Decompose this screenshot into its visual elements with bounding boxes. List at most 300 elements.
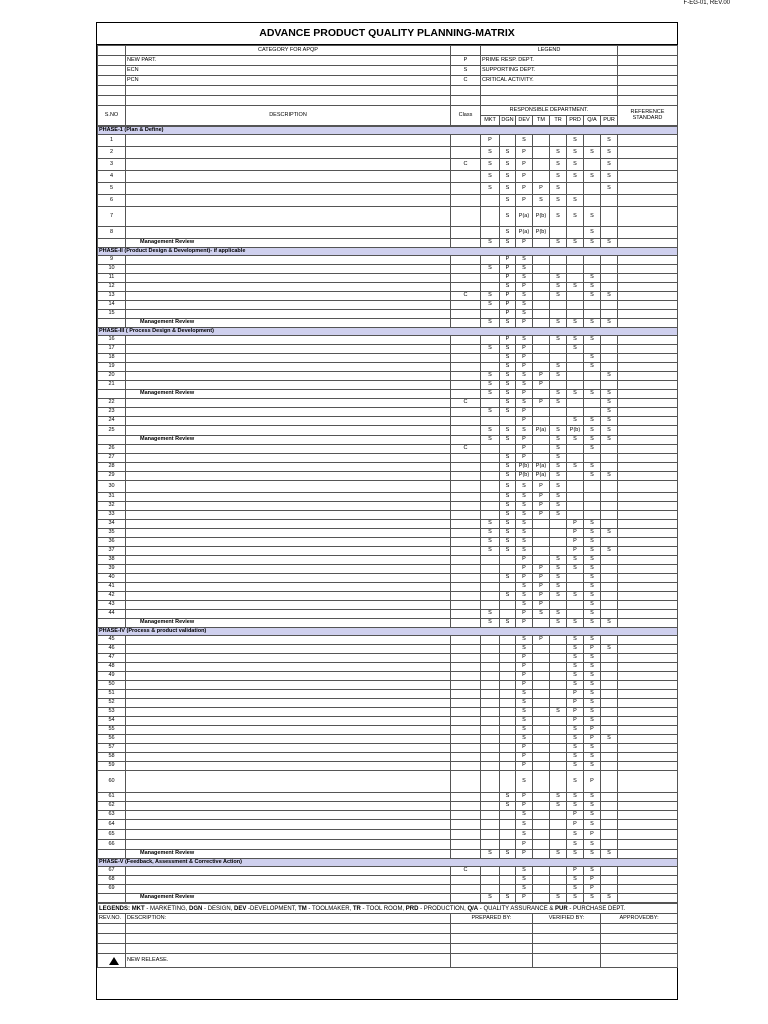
dept-cell-pur	[601, 574, 618, 583]
table-row	[98, 283, 678, 292]
dept-cell-pur	[601, 610, 618, 619]
dept-cell-pur: S	[601, 894, 618, 903]
dept-cell-tr: S	[550, 207, 567, 227]
dept-cell-dev: P	[516, 436, 533, 445]
class-cell	[451, 592, 481, 601]
reference-cell	[618, 636, 678, 645]
dept-cell-dev: S	[516, 274, 533, 283]
dept-cell-dev: S	[516, 547, 533, 556]
class-cell	[451, 876, 481, 885]
dept-cell-dev: P	[516, 445, 533, 454]
reference-cell	[618, 256, 678, 265]
dept-cell-dev: S	[516, 583, 533, 592]
dept-cell-dev: S	[516, 256, 533, 265]
dept-cell-tr	[550, 654, 567, 663]
dept-cell-tm	[533, 735, 550, 744]
dept-cell-tr	[550, 601, 567, 610]
dept-cell-tm: P	[533, 592, 550, 601]
dept-cell-mkt	[481, 310, 500, 319]
table-row	[98, 820, 678, 830]
dept-cell-tr: S	[550, 436, 567, 445]
class-cell: C	[451, 292, 481, 301]
sno-cell: 52	[98, 699, 126, 708]
class-cell	[451, 762, 481, 771]
dept-cell-dev: S	[516, 135, 533, 147]
reference-cell	[618, 463, 678, 472]
dept-cell-pur: S	[601, 619, 618, 628]
dept-cell-tr: S	[550, 454, 567, 463]
dept-cell-pur	[601, 601, 618, 610]
dept-cell-dev: P	[516, 802, 533, 811]
reference-cell	[618, 735, 678, 744]
sno-cell	[98, 390, 126, 399]
description-cell	[126, 520, 451, 529]
reference-cell	[618, 493, 678, 502]
dept-cell-tr	[550, 717, 567, 726]
class-cell	[451, 690, 481, 699]
dept-cell-mkt	[481, 556, 500, 565]
dept-cell-prd	[567, 292, 584, 301]
dept-header: PRD	[567, 116, 584, 126]
dept-cell-prd	[567, 511, 584, 520]
dept-cell-tm: P	[533, 511, 550, 520]
sno-cell: 7	[98, 207, 126, 227]
class-cell	[451, 283, 481, 292]
dept-cell-dev: P	[516, 183, 533, 195]
class-cell	[451, 802, 481, 811]
dept-cell-tr	[550, 867, 567, 876]
dept-cell-qa: S	[584, 556, 601, 565]
dept-cell-dev: P	[516, 840, 533, 850]
dept-cell-tr	[550, 690, 567, 699]
dept-cell-qa: S	[584, 592, 601, 601]
dept-cell-pur	[601, 771, 618, 793]
dept-cell-pur	[601, 354, 618, 363]
dept-cell-mkt: S	[481, 319, 500, 328]
reference-cell	[618, 762, 678, 771]
dept-cell-prd	[567, 583, 584, 592]
dept-header: TR	[550, 116, 567, 126]
dept-cell-qa: S	[584, 753, 601, 762]
dept-cell-tr: S	[550, 793, 567, 802]
sno-cell: 42	[98, 592, 126, 601]
sno-cell	[98, 619, 126, 628]
dept-cell-pur: S	[601, 147, 618, 159]
sno-cell: 13	[98, 292, 126, 301]
table-row	[98, 726, 678, 735]
dept-cell-dev: S	[516, 301, 533, 310]
sno-cell: 16	[98, 336, 126, 345]
dept-cell-tr: S	[550, 894, 567, 903]
dept-cell-dgn: S	[500, 454, 516, 463]
description-cell	[126, 135, 451, 147]
table-row	[98, 135, 678, 147]
table-row	[98, 417, 678, 426]
description-cell: Management Review	[126, 850, 451, 859]
class-cell: C	[451, 399, 481, 408]
legend-text: SUPPORTING DEPT.	[481, 66, 618, 76]
dept-cell-pur: S	[601, 399, 618, 408]
class-cell	[451, 735, 481, 744]
sno-cell: 4	[98, 171, 126, 183]
dept-cell-pur: S	[601, 426, 618, 436]
reference-cell	[618, 556, 678, 565]
dept-cell-tm	[533, 717, 550, 726]
dept-cell-tm	[533, 726, 550, 735]
dept-cell-tm	[533, 547, 550, 556]
table-row	[98, 511, 678, 520]
dept-cell-pur	[601, 876, 618, 885]
sno-cell: 67	[98, 867, 126, 876]
dept-cell-qa: S	[584, 610, 601, 619]
dept-cell-prd: S	[567, 171, 584, 183]
description-cell	[126, 511, 451, 520]
dept-cell-dgn: S	[500, 408, 516, 417]
dept-cell-tm	[533, 867, 550, 876]
class-cell	[451, 454, 481, 463]
dept-cell-mkt	[481, 463, 500, 472]
description-cell	[126, 274, 451, 283]
description-cell	[126, 735, 451, 744]
dept-cell-dgn: P	[500, 310, 516, 319]
dept-cell-pur	[601, 793, 618, 802]
dept-cell-qa: S	[584, 472, 601, 481]
table-row	[98, 867, 678, 876]
sno-cell: 27	[98, 454, 126, 463]
sno-cell: 62	[98, 802, 126, 811]
dept-cell-mkt: P	[481, 135, 500, 147]
dept-cell-qa: S	[584, 171, 601, 183]
dept-cell-qa: S	[584, 867, 601, 876]
description-cell	[126, 301, 451, 310]
reference-cell	[618, 840, 678, 850]
dept-cell-mkt: S	[481, 408, 500, 417]
description-cell	[126, 681, 451, 690]
description-cell	[126, 207, 451, 227]
dept-cell-prd: S	[567, 876, 584, 885]
class-cell	[451, 463, 481, 472]
dept-cell-tm	[533, 894, 550, 903]
dept-cell-mkt	[481, 511, 500, 520]
description-cell	[126, 753, 451, 762]
verified-by-label: VERIFIED BY:	[533, 914, 601, 924]
dept-cell-mkt: S	[481, 520, 500, 529]
class-cell	[451, 699, 481, 708]
dept-cell-tm	[533, 771, 550, 793]
sno-cell: 26	[98, 445, 126, 454]
reference-cell	[618, 565, 678, 574]
dept-cell-dev: P	[516, 672, 533, 681]
dept-cell-dev: S	[516, 399, 533, 408]
dept-cell-prd	[567, 399, 584, 408]
dept-cell-pur: S	[601, 135, 618, 147]
description-cell	[126, 336, 451, 345]
dept-cell-prd: S	[567, 885, 584, 894]
dept-cell-qa: S	[584, 619, 601, 628]
dept-cell-tm	[533, 445, 550, 454]
class-cell	[451, 372, 481, 381]
dept-cell-dgn: S	[500, 426, 516, 436]
class-cell: C	[451, 445, 481, 454]
description-cell	[126, 227, 451, 239]
category-pcn: PCN	[126, 76, 451, 86]
dept-cell-dev: S	[516, 336, 533, 345]
class-cell	[451, 265, 481, 274]
dept-cell-pur	[601, 481, 618, 493]
dept-cell-tm	[533, 885, 550, 894]
dept-cell-dev: S	[516, 292, 533, 301]
dept-cell-qa: P	[584, 830, 601, 840]
dept-cell-mkt: S	[481, 850, 500, 859]
dept-cell-tr: S	[550, 292, 567, 301]
dept-cell-dev: S	[516, 310, 533, 319]
document-number: F-EG-01, REV.00	[683, 0, 730, 6]
dept-cell-tr: S	[550, 159, 567, 171]
phase-row	[98, 628, 678, 636]
dept-cell-dgn: S	[500, 463, 516, 472]
dept-header: Q/A	[584, 116, 601, 126]
dept-cell-qa	[584, 399, 601, 408]
dept-cell-qa	[584, 310, 601, 319]
reference-cell	[618, 336, 678, 345]
dept-cell-tr: S	[550, 502, 567, 511]
table-row	[98, 556, 678, 565]
dept-cell-dgn	[500, 699, 516, 708]
description-cell	[126, 183, 451, 195]
reference-cell	[618, 717, 678, 726]
dept-cell-tm	[533, 265, 550, 274]
dept-cell-dgn: S	[500, 511, 516, 520]
dept-cell-pur	[601, 636, 618, 645]
dept-cell-pur	[601, 654, 618, 663]
reference-cell	[618, 867, 678, 876]
reference-cell	[618, 159, 678, 171]
dept-cell-dev: P	[516, 619, 533, 628]
dept-cell-qa: S	[584, 336, 601, 345]
dept-cell-tm	[533, 663, 550, 672]
description-cell	[126, 690, 451, 699]
description-cell	[126, 481, 451, 493]
class-cell	[451, 408, 481, 417]
description-cell	[126, 610, 451, 619]
dept-cell-tr	[550, 735, 567, 744]
dept-cell-qa: S	[584, 699, 601, 708]
dept-cell-tr	[550, 840, 567, 850]
dept-cell-qa: S	[584, 850, 601, 859]
dept-cell-dev: S	[516, 726, 533, 735]
reference-cell	[618, 592, 678, 601]
dept-cell-qa: S	[584, 538, 601, 547]
dept-cell-qa: S	[584, 654, 601, 663]
dept-cell-prd: P	[567, 820, 584, 830]
class-cell	[451, 811, 481, 820]
dept-cell-tm	[533, 556, 550, 565]
dept-cell-prd	[567, 381, 584, 390]
reference-cell	[618, 601, 678, 610]
table-row	[98, 565, 678, 574]
description-cell	[126, 636, 451, 645]
dept-cell-mkt: S	[481, 390, 500, 399]
sno-cell: 34	[98, 520, 126, 529]
dept-cell-prd	[567, 354, 584, 363]
reference-cell	[618, 390, 678, 399]
dept-cell-dev: S	[516, 265, 533, 274]
dept-cell-mkt: S	[481, 372, 500, 381]
reference-cell	[618, 619, 678, 628]
table-row	[98, 310, 678, 319]
sno-cell: 15	[98, 310, 126, 319]
dept-cell-dgn	[500, 717, 516, 726]
dept-cell-tm	[533, 454, 550, 463]
reference-cell	[618, 227, 678, 239]
reference-cell	[618, 363, 678, 372]
dept-cell-dev: S	[516, 601, 533, 610]
dept-cell-dev: S	[516, 771, 533, 793]
sno-cell: 12	[98, 283, 126, 292]
class-cell	[451, 726, 481, 735]
header-table	[97, 45, 678, 126]
table-row	[98, 520, 678, 529]
dept-cell-prd: S	[567, 894, 584, 903]
table-row	[98, 538, 678, 547]
dept-cell-qa: S	[584, 744, 601, 753]
class-cell	[451, 310, 481, 319]
dept-cell-tm	[533, 802, 550, 811]
prepared-by-label: PREPARED BY:	[451, 914, 533, 924]
class-cell	[451, 390, 481, 399]
dept-cell-tr	[550, 811, 567, 820]
dept-cell-tm: S	[533, 195, 550, 207]
management-review-row	[98, 436, 678, 445]
table-row	[98, 493, 678, 502]
dept-cell-tr	[550, 345, 567, 354]
dept-cell-qa: S	[584, 574, 601, 583]
sno-cell: 10	[98, 265, 126, 274]
class-cell	[451, 619, 481, 628]
description-cell	[126, 372, 451, 381]
dept-cell-prd: P	[567, 690, 584, 699]
dept-cell-mkt: S	[481, 538, 500, 547]
dept-cell-prd: P	[567, 529, 584, 538]
sno-cell: 59	[98, 762, 126, 771]
dept-cell-pur	[601, 463, 618, 472]
legend-code: S	[451, 66, 481, 76]
dept-cell-dgn: S	[500, 619, 516, 628]
dept-cell-prd: P	[567, 538, 584, 547]
dept-cell-mkt: S	[481, 610, 500, 619]
dept-cell-qa: P	[584, 876, 601, 885]
dept-cell-mkt: S	[481, 183, 500, 195]
dept-cell-dev: S	[516, 820, 533, 830]
dept-cell-dev: P	[516, 610, 533, 619]
dept-cell-tm	[533, 690, 550, 699]
dept-cell-mkt	[481, 207, 500, 227]
dept-cell-mkt	[481, 636, 500, 645]
dept-cell-dev: S	[516, 502, 533, 511]
dept-cell-pur	[601, 840, 618, 850]
dept-cell-tm: P	[533, 481, 550, 493]
dept-cell-prd: P(b)	[567, 426, 584, 436]
dept-cell-dgn: S	[500, 239, 516, 248]
description-cell	[126, 744, 451, 753]
legend-abbrev: DGN	[189, 905, 203, 912]
dept-cell-qa: S	[584, 802, 601, 811]
dept-cell-tm	[533, 147, 550, 159]
dept-cell-dgn: S	[500, 319, 516, 328]
dept-cell-mkt	[481, 274, 500, 283]
dept-header: TM	[533, 116, 550, 126]
reference-cell	[618, 436, 678, 445]
reference-cell	[618, 894, 678, 903]
dept-cell-dev: P	[516, 239, 533, 248]
dept-cell-qa: S	[584, 227, 601, 239]
reference-cell	[618, 472, 678, 481]
dept-cell-tr: S	[550, 171, 567, 183]
reference-cell	[618, 802, 678, 811]
sno-cell: 14	[98, 301, 126, 310]
table-row	[98, 610, 678, 619]
dept-cell-qa: S	[584, 436, 601, 445]
dept-cell-dgn	[500, 445, 516, 454]
dept-cell-qa	[584, 195, 601, 207]
dept-cell-prd	[567, 574, 584, 583]
class-cell	[451, 850, 481, 859]
dept-cell-dgn: P	[500, 274, 516, 283]
sno-cell: 36	[98, 538, 126, 547]
dept-cell-pur	[601, 811, 618, 820]
dept-cell-qa	[584, 493, 601, 502]
description-cell	[126, 283, 451, 292]
dept-cell-tr: S	[550, 802, 567, 811]
reference-cell	[618, 520, 678, 529]
dept-cell-dev: P	[516, 850, 533, 859]
dept-cell-tr	[550, 681, 567, 690]
dept-cell-tm	[533, 811, 550, 820]
description-cell	[126, 547, 451, 556]
dept-cell-dgn	[500, 636, 516, 645]
phase-row	[98, 859, 678, 867]
category-header: CATEGORY FOR APQP	[126, 46, 451, 56]
dept-cell-prd	[567, 227, 584, 239]
dept-cell-mkt	[481, 399, 500, 408]
reference-cell	[618, 183, 678, 195]
dept-cell-tr	[550, 663, 567, 672]
dept-cell-dgn: S	[500, 547, 516, 556]
dept-cell-prd: S	[567, 417, 584, 426]
dept-cell-qa	[584, 159, 601, 171]
table-row	[98, 481, 678, 493]
dept-cell-qa: S	[584, 583, 601, 592]
dept-cell-pur	[601, 802, 618, 811]
dept-cell-dgn	[500, 744, 516, 753]
dept-cell-prd: S	[567, 463, 584, 472]
dept-cell-mkt	[481, 601, 500, 610]
sno-cell: 20	[98, 372, 126, 381]
description-cell	[126, 292, 451, 301]
dept-cell-tr	[550, 762, 567, 771]
class-cell	[451, 195, 481, 207]
dept-cell-tr: S	[550, 565, 567, 574]
reference-cell	[618, 771, 678, 793]
table-row	[98, 381, 678, 390]
dept-cell-tr: S	[550, 445, 567, 454]
class-cell	[451, 336, 481, 345]
dept-cell-qa: S	[584, 636, 601, 645]
sno-cell	[98, 239, 126, 248]
sno-cell: 41	[98, 583, 126, 592]
dept-cell-tm	[533, 171, 550, 183]
dept-cell-mkt	[481, 574, 500, 583]
